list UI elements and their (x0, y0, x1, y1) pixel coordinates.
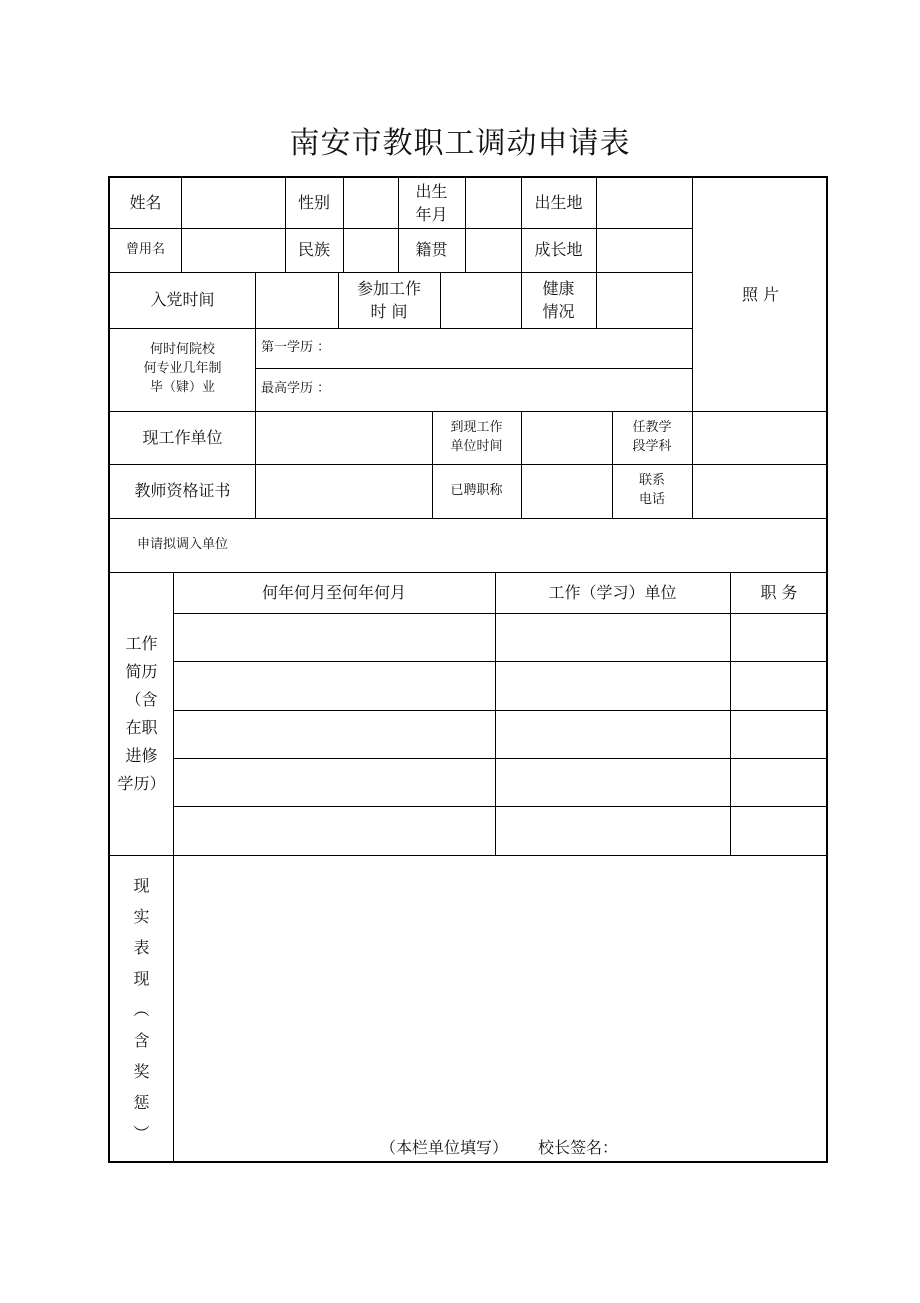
col-line (596, 178, 597, 272)
name-label: 姓名 (129, 193, 162, 213)
arrival-date-label: 到现工作 单位时间 (450, 419, 503, 454)
highest-education-label: 最高学历 ： (261, 381, 331, 397)
period-header: 何年何月至何年何月 (261, 582, 406, 602)
col-line (596, 272, 597, 328)
application-form-table (108, 176, 828, 1163)
teaching-subject-label: 任教学 段学科 (632, 419, 672, 454)
col-line (440, 272, 441, 328)
birth-date-label: 出生 年月 (415, 181, 448, 224)
birthplace-label: 出生地 (534, 193, 583, 213)
target-unit-label: 申请拟调入单位 (136, 536, 228, 552)
native-place-label: 籍贯 (415, 240, 448, 260)
col-line (465, 178, 466, 272)
unit-fill-note: （本栏单位填写） (380, 1138, 509, 1157)
work-unit-header: 工作（学习）单位 (548, 582, 677, 602)
teacher-cert-label: 教师资格证书 (134, 481, 231, 501)
gender-label: 性别 (297, 193, 330, 213)
col-line (521, 411, 522, 518)
contact-label: 联系 电话 (638, 473, 665, 507)
party-date-label: 入党时间 (150, 290, 215, 310)
health-label: 健康 情况 (542, 278, 575, 321)
former-name-label: 曾用名 (125, 241, 165, 257)
photo-label: 照 片 (741, 284, 780, 304)
col-line (495, 572, 496, 855)
col-line (343, 178, 344, 272)
performance-label: 现 实 表 现 ︵ 含 奖 惩 ︶ (133, 875, 150, 1143)
position-header: 职 务 (760, 582, 798, 602)
col-line (692, 411, 693, 518)
ethnicity-label: 民族 (297, 240, 330, 260)
col-line (173, 572, 174, 1163)
row-line (110, 855, 828, 856)
principal-signature-label: 校长签名： (538, 1138, 619, 1157)
work-start-label: 参加工作 时 间 (356, 278, 421, 321)
form-title: 南安市教职工调动申请表 (289, 126, 631, 161)
education-label: 何时何院校 何专业几年制 毕（肄）业 (143, 342, 222, 395)
col-line (730, 572, 731, 855)
resume-label: 工作 简历 （含 在职 进修 学历） (117, 633, 166, 793)
title-held-label: 已聘职称 (450, 482, 503, 498)
col-line (181, 178, 182, 272)
grew-up-place-label: 成长地 (534, 240, 583, 260)
first-education-label: 第一学历 ： (261, 339, 331, 355)
current-unit-label: 现工作单位 (142, 427, 223, 447)
